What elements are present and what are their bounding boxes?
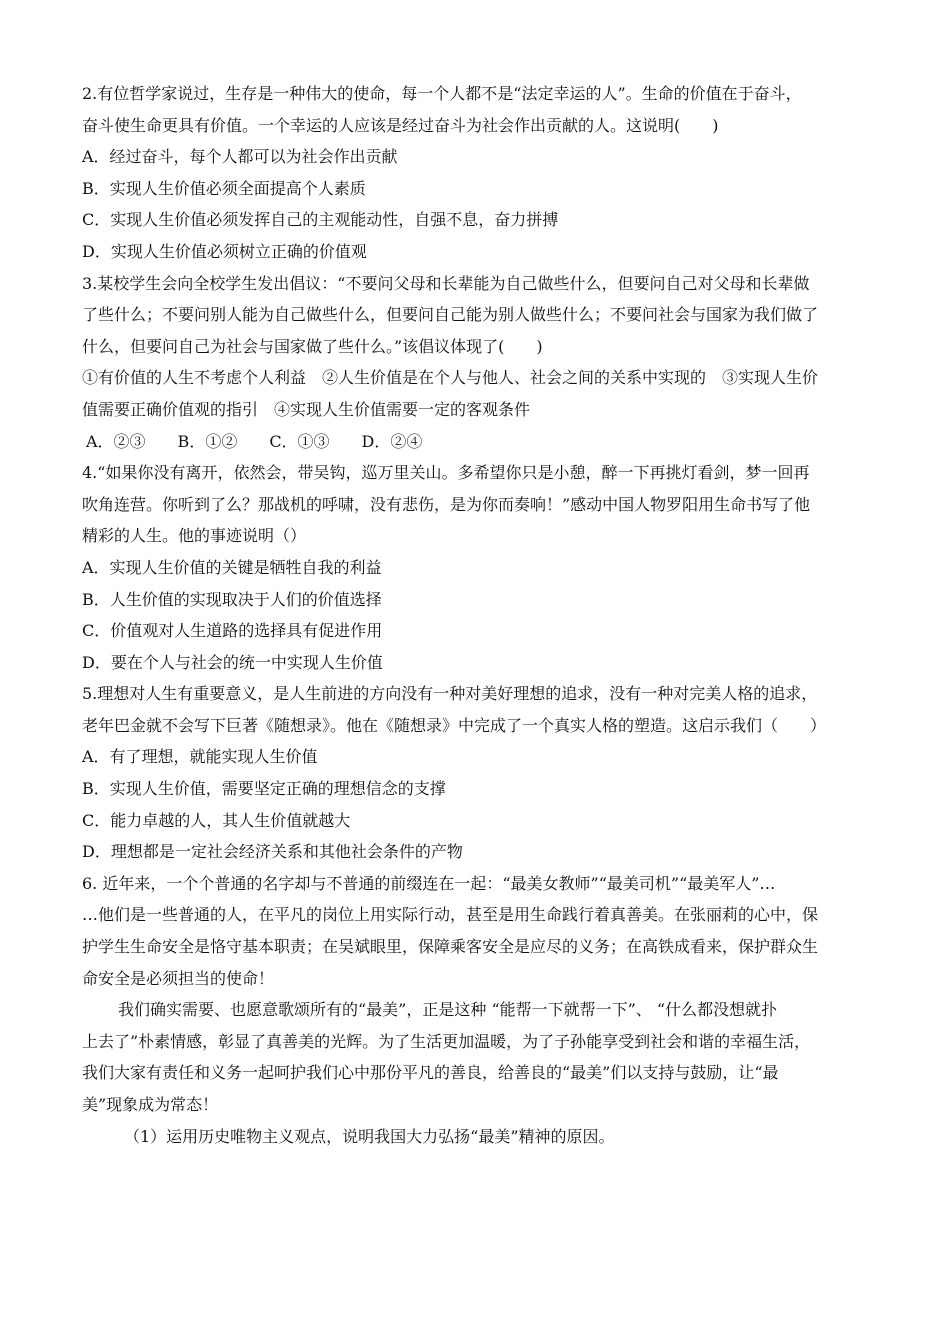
question-6-material-line: 6. 近年来，一个个普通的名字却与不普通的前缀连在一起：“最美女教师”“最美司机”“最美军人”… xyxy=(82,873,776,893)
question-4-option-c: C．价值观对人生道路的选择具有促进作用 xyxy=(82,621,383,641)
question-5-option-a: A．有了理想，就能实现人生价值 xyxy=(82,747,318,767)
question-6 xyxy=(82,868,870,1152)
question-6-material-line: 护学生生命安全是恪守基本职责；在吴斌眼里，保障乘客安全是应尽的义务；在高铁成看来，保护群众生 xyxy=(82,937,819,957)
question-5-stem-line: 5.理想对人生有重要意义，是人生前进的方向没有一种对美好理想的追求，没有一种对完美人格的追求， xyxy=(82,684,818,704)
question-6-paragraph-2-line: 美”现象成为常态！ xyxy=(82,1095,219,1114)
question-5-stem-line: 老年巴金就不会写下巨著《随想录》。他在《随想录》中完成了一个真实人格的塑造。这启示我们（ ） xyxy=(82,715,827,735)
question-4-stem-line: 4.“如果你没有离开，依然会，带吴钩，巡万里关山。多希望你只是小憩，醉一下再挑灯看剑，梦一回再 xyxy=(82,463,810,483)
question-3-statements-line: 值需要正确价值观的指引 ④实现人生价值需要一定的客观条件 xyxy=(82,399,531,419)
question-5-option-b: B．实现人生价值，需要坚定正确的理想信念的支撑 xyxy=(82,779,446,799)
question-4 xyxy=(82,457,870,678)
question-5-option-d: D．理想都是一定社会经济关系和其他社会条件的产物 xyxy=(82,842,463,862)
question-4-option-b: B．人生价值的实现取决于人们的价值选择 xyxy=(82,589,382,609)
question-2-stem-line: 奋斗使生命更具有价值。一个幸运的人应该是经过奋斗为社会作出贡献的人。这说明( ) xyxy=(82,115,719,135)
question-2 xyxy=(82,78,870,268)
question-4-stem-line: 吹角连营。你听到了么？那战机的呼啸，没有悲伤，是为你而奏响！”感动中国人物罗阳用生命书写了他 xyxy=(82,494,811,514)
question-3 xyxy=(82,268,870,458)
question-4-stem-line: 精彩的人生。他的事迹说明（） xyxy=(82,526,307,546)
question-6-material-line: …他们是一些普通的人，在平凡的岗位上用实际行动，甚至是用生命践行着真善美。在张丽莉的心中，保 xyxy=(82,905,819,925)
question-5 xyxy=(82,678,870,868)
question-3-statements-line: ①有价值的人生不考虑个人利益 ②人生价值是在个人与他人、社会之间的关系中实现的 ③实现人生价 xyxy=(82,368,819,388)
question-4-option-d: D．要在个人与社会的统一中实现人生价值 xyxy=(82,652,383,672)
question-3-stem-line: 了些什么；不要问别人能为自己做些什么，但要问自己能为别人做些什么；不要问社会与国家为我们做了 xyxy=(82,305,819,325)
question-6-paragraph-2-line: 我们大家有责任和义务一起呵护我们心中那份平凡的善良，给善良的“最美”们以支持与鼓励，让“最 xyxy=(82,1063,779,1083)
question-2-option-b: B．实现人生价值必须全面提高个人素质 xyxy=(82,178,366,198)
question-2-stem-line: 2.有位哲学家说过，生存是一种伟大的使命，每一个人都不是“法定幸运的人”。生命的价值在于奋斗， xyxy=(82,84,802,103)
question-5-option-c: C．能力卓越的人，其人生价值就越大 xyxy=(82,810,351,830)
question-3-options: A．②③ B．①② C．①③ D．②④ xyxy=(86,431,423,451)
question-2-option-d: D．实现人生价值必须树立正确的价值观 xyxy=(82,241,367,261)
question-6-sub-question-1: （1）运用历史唯物主义观点，说明我国大力弘扬“最美”精神的原因。 xyxy=(124,1126,615,1146)
question-6-paragraph-2-line: 我们确实需要、也愿意歌颂所有的“最美”，正是这种 “能帮一下就帮一下”、 “什么都没想就扑 xyxy=(118,1000,778,1020)
question-4-option-a: A．实现人生价值的关键是牺牲自我的利益 xyxy=(82,557,382,577)
question-2-option-c: C．实现人生价值必须发挥自己的主观能动性，自强不息，奋力拼搏 xyxy=(82,210,559,230)
question-6-material-line: 命安全是必须担当的使命！ xyxy=(82,968,275,988)
question-6-paragraph-2-line: 上去了”朴素情感，彰显了真善美的光辉。为了生活更加温暖，为了子孙能享受到社会和谐的幸福生活， xyxy=(82,1031,811,1051)
question-3-stem-line: 什么，但要问自己为社会与国家做了些什么。”该倡议体现了( ) xyxy=(82,336,543,356)
question-3-stem-line: 3.某校学生会向全校学生发出倡议：“不要问父母和长辈能为自己做些什么，但要问自己对父母和长辈做 xyxy=(82,273,810,293)
question-2-option-a: A．经过奋斗，每个人都可以为社会作出贡献 xyxy=(82,147,398,167)
